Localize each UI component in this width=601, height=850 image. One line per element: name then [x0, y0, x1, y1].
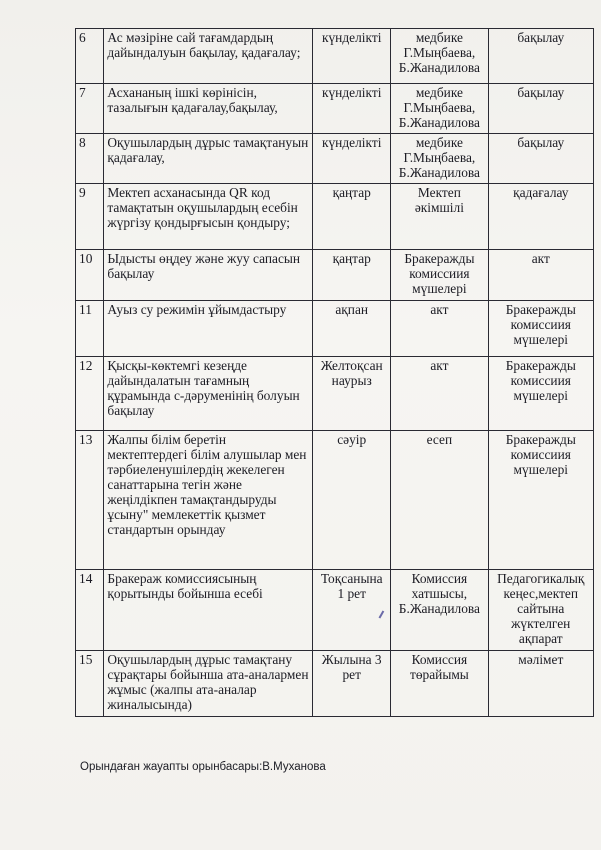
responsible-cell: есеп — [391, 431, 488, 570]
form-cell: Бракеражды комиссиия мүшелері — [488, 301, 593, 357]
form-cell: Бракеражды комиссиия мүшелері — [488, 357, 593, 431]
term-cell: сәуір — [313, 431, 391, 570]
term-cell: Жылына 3 рет — [313, 651, 391, 717]
form-cell: қадағалау — [488, 184, 593, 250]
row-number: 13 — [76, 431, 104, 570]
table-row — [76, 357, 594, 431]
form-cell: Бракеражды комиссиия мүшелері — [488, 431, 593, 570]
term-cell: Тоқсанына 1 рет — [313, 570, 391, 651]
form-cell: мәлімет — [488, 651, 593, 717]
row-number: 6 — [76, 29, 104, 84]
table-row — [76, 431, 594, 570]
form-cell: бақылау — [488, 29, 593, 84]
table-row — [76, 84, 594, 134]
responsible-cell: Мектеп әкімшілі — [391, 184, 488, 250]
table-row — [76, 570, 594, 651]
signature-line: Орындаған жауапты орынбасары:В.Муханова — [80, 761, 326, 773]
row-number: 15 — [76, 651, 104, 717]
table-row — [76, 134, 594, 184]
term-cell: қаңтар — [313, 184, 391, 250]
responsible-cell: медбике Г.Мыңбаева, Б.Жанадилова — [391, 134, 488, 184]
term-cell: күнделікті — [313, 29, 391, 84]
responsible-cell: акт — [391, 357, 488, 431]
task-cell: Ыдысты өңдеу және жуу сапасын бақылау — [104, 250, 313, 301]
task-cell: Ас мәзіріне сай тағамдардың дайындалуын бақылау, қадағалау; — [104, 29, 313, 84]
form-cell: акт — [488, 250, 593, 301]
term-cell: Желтоқсан наурыз — [313, 357, 391, 431]
responsible-cell: медбике Г.Мыңбаева, Б.Жанадилова — [391, 29, 488, 84]
responsible-cell: медбике Г.Мыңбаева, Б.Жанадилова — [391, 84, 488, 134]
task-cell: Қысқы-көктемгі кезеңде дайындалатын тағамның құрамында с-дәруменінің болуын бақылау — [104, 357, 313, 431]
table-row — [76, 250, 594, 301]
row-number: 14 — [76, 570, 104, 651]
task-cell: Оқушылардың дұрыс тамақтану сұрақтары бойынша ата-аналармен жұмыс (жалпы ата-аналар жиналысында) — [104, 651, 313, 717]
form-cell: Педагогикалық кеңес,мектеп сайтына жүктелген ақпарат — [488, 570, 593, 651]
term-cell: күнделікті — [313, 134, 391, 184]
row-number: 11 — [76, 301, 104, 357]
responsible-cell: акт — [391, 301, 488, 357]
task-cell: Оқушылардың дұрыс тамақтануын қадағалау, — [104, 134, 313, 184]
plan-table — [75, 28, 594, 717]
task-cell: Жалпы білім беретін мектептердегі білім алушылар мен тәрбиеленушілердің жекелеген санаттарына тегін және жеңілдікпен тамақтандыруды ұсыну" мемлекеттік қызмет стандартын орындау — [104, 431, 313, 570]
responsible-cell: Комиссия хатшысы, Б.Жанадилова — [391, 570, 488, 651]
responsible-cell: Комиссия төрайымы — [391, 651, 488, 717]
term-cell: ақпан — [313, 301, 391, 357]
row-number: 10 — [76, 250, 104, 301]
responsible-cell: Бракеражды комиссиия мүшелері — [391, 250, 488, 301]
row-number: 8 — [76, 134, 104, 184]
table-row — [76, 301, 594, 357]
row-number: 7 — [76, 84, 104, 134]
task-cell: Ауыз су режимін ұйымдастыру — [104, 301, 313, 357]
row-number: 9 — [76, 184, 104, 250]
form-cell: бақылау — [488, 84, 593, 134]
table-row — [76, 184, 594, 250]
table-row — [76, 29, 594, 84]
term-cell: қаңтар — [313, 250, 391, 301]
row-number: 12 — [76, 357, 104, 431]
task-cell: Асхананың ішкі көрінісін, тазалығын қадағалау,бақылау, — [104, 84, 313, 134]
task-cell: Бракераж комиссиясының қорытынды бойынша есебі — [104, 570, 313, 651]
term-cell: күнделікті — [313, 84, 391, 134]
task-cell: Мектеп асханасында QR код тамақтатын оқушылардың есебін жүргізу қондырғысын қондыру; — [104, 184, 313, 250]
table-row — [76, 651, 594, 717]
form-cell: бақылау — [488, 134, 593, 184]
